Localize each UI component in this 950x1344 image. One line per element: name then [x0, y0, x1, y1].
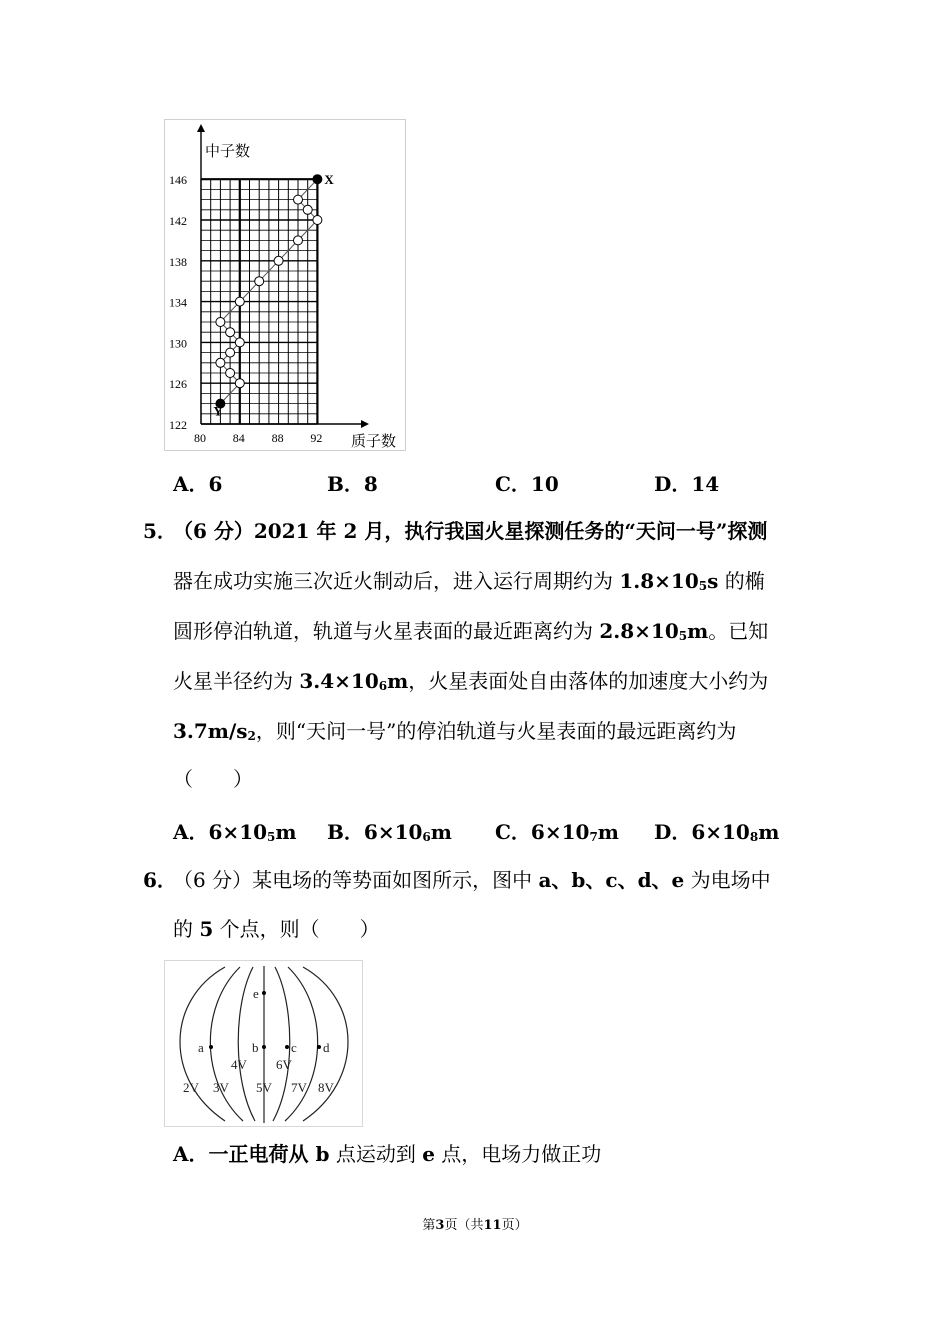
- q5-line-2: [173, 567, 765, 598]
- q5-period-unit: s: [707, 569, 719, 593]
- label-6v: 6V: [276, 1057, 292, 1072]
- q6-option-a: [173, 1140, 601, 1168]
- nuclide-point: [313, 216, 322, 225]
- q6-line-1-c: 为电场中: [684, 868, 771, 892]
- q5-near-value: 2.8×10: [599, 619, 679, 643]
- x-axis-label: 质子数: [351, 432, 397, 450]
- q6-number: 6．: [143, 868, 177, 892]
- y-axis-arrow: [197, 124, 205, 132]
- q5-option-b-unit: m: [430, 820, 452, 844]
- q5-option-a-unit: m: [275, 820, 297, 844]
- q4-option-c: C．10: [495, 472, 559, 496]
- nuclide-point: [235, 338, 244, 347]
- q6-line-1-a: （6 分）某电场的等势面如图所示，图中: [173, 868, 539, 892]
- label-a: a: [198, 1040, 204, 1055]
- y-tick-label: 134: [169, 295, 187, 310]
- q5-option-d: [654, 816, 779, 845]
- nuclide-chart: [164, 119, 406, 451]
- label-c: c: [291, 1040, 297, 1055]
- q5-option-a-prefix: A．6×10: [173, 820, 268, 844]
- q5-radius-unit: m: [387, 669, 409, 693]
- q5-option-a-exp: 5: [267, 830, 276, 844]
- x-tick-label: 84: [232, 431, 245, 445]
- q4-option-a: A．6: [173, 472, 223, 496]
- q4-option-d: D．14: [654, 472, 720, 496]
- label-d: d: [323, 1040, 330, 1055]
- x-axis-arrow: [361, 420, 369, 428]
- y-tick-label: 130: [169, 336, 187, 351]
- q5-period-value: 1.8×10: [619, 569, 699, 593]
- nuclide-point: [303, 205, 312, 214]
- footer-pre: 第: [422, 1218, 436, 1233]
- q5-option-b-prefix: B．6×10: [327, 820, 423, 844]
- q6-option-a-mid: 点运动到: [329, 1142, 423, 1166]
- q5-option-d-unit: m: [758, 820, 780, 844]
- point-e-marker: [262, 991, 266, 995]
- equipotential-figure: [164, 960, 363, 1127]
- nuclide-point: [226, 369, 235, 378]
- q5-line-1-text: （6 分）2021 年 2 月，执行我国火星探测任务的“天问一号”探测: [173, 519, 768, 543]
- q5-period-exp: 5: [698, 579, 708, 593]
- label-2v: 2V: [183, 1080, 199, 1095]
- label-3v: 3V: [213, 1080, 229, 1095]
- q5-option-b: [327, 816, 452, 845]
- nuclide-point: [216, 318, 225, 327]
- point-d-marker: [317, 1045, 321, 1049]
- q5-line-3-text: 圆形停泊轨道，轨道与火星表面的最近距离约为: [173, 619, 600, 643]
- q5-option-b-exp: 6: [422, 830, 431, 844]
- q4-option-b: B．8: [327, 472, 378, 496]
- x-tick-label: 80: [194, 431, 206, 445]
- label-b: b: [252, 1040, 259, 1055]
- q5-answer-bracket: （ ）: [173, 767, 253, 791]
- y-axis-label: 中子数: [205, 142, 251, 160]
- label-e: e: [253, 986, 259, 1001]
- q5-line-4-tail: ，火星表面处自由落体的加速度大小约为: [408, 669, 769, 693]
- nuclide-point: [216, 358, 225, 367]
- equipotential-6v: [273, 967, 290, 1121]
- y-tick-label: 142: [169, 214, 187, 228]
- q5-line-2-text: 器在成功实施三次近火制动后，进入运行周期约为: [173, 569, 620, 593]
- nuclide-point: [235, 297, 244, 306]
- x-tick-label: 88: [271, 431, 284, 445]
- q6-point-count: 5: [199, 917, 214, 941]
- q6-line-1: [173, 866, 771, 894]
- footer-total: 11: [483, 1218, 502, 1233]
- q6-option-a-tail: 点，电场力做正功: [434, 1142, 602, 1166]
- q5-option-c-prefix: C．6×10: [495, 820, 590, 844]
- q5-radius-value: 3.4×10: [299, 669, 379, 693]
- q5-line-3-tail: 。已知: [708, 619, 769, 643]
- q5-line-4: [173, 667, 768, 698]
- equipotential-svg: [165, 961, 364, 1128]
- y-tick-label: 126: [169, 377, 187, 392]
- label-5v: 5V: [256, 1080, 272, 1095]
- q5-option-c: [495, 816, 619, 845]
- q5-option-a: [173, 816, 297, 845]
- footer-post: 页）: [501, 1218, 528, 1233]
- q5-option-c-unit: m: [597, 820, 619, 844]
- q5-option-d-exp: 8: [749, 830, 759, 844]
- q5-line-6: [173, 765, 253, 793]
- q6-option-a-point-b: b: [315, 1142, 330, 1166]
- nuclide-point: [226, 348, 235, 357]
- chart-svg: [165, 120, 407, 452]
- nuclide-point: [226, 328, 235, 337]
- point-b-marker: [262, 1045, 266, 1049]
- q5-line-2-tail: 的椭: [718, 569, 765, 593]
- q5-line-4-text: 火星半径约为: [173, 669, 300, 693]
- q5-line-5-tail: ，则“天问一号”的停泊轨道与火星表面的最远距离约为: [255, 719, 737, 743]
- page-footer: [0, 1214, 950, 1233]
- x-tick-label: 92: [310, 431, 323, 445]
- q5-option-c-exp: 7: [589, 830, 598, 844]
- q5-near-exp: 5: [678, 629, 688, 643]
- q6-line-2-a: 的: [173, 917, 200, 941]
- q5-option-d-prefix: D．6×10: [654, 820, 750, 844]
- label-4v: 4V: [231, 1057, 247, 1072]
- q6-line-2-c: 个点，则（ ）: [213, 917, 380, 941]
- nuclide-point: [294, 195, 303, 204]
- q5-near-unit: m: [687, 619, 709, 643]
- q6-points-list: a、b、c、d、e: [538, 868, 685, 892]
- q5-line-5: [173, 717, 736, 748]
- q5-line-3: [173, 617, 768, 648]
- q5-number: 5．: [143, 519, 177, 543]
- nuclide-point: [274, 256, 283, 265]
- q5-radius-exp: 6: [378, 679, 388, 693]
- q6-option-a-prefix: A．一正电荷从: [173, 1142, 316, 1166]
- y-tick-label: 146: [169, 173, 187, 188]
- q6-option-a-point-e: e: [422, 1142, 435, 1166]
- point-a-marker: [209, 1045, 213, 1049]
- label-7v: 7V: [291, 1080, 307, 1095]
- point-c-marker: [285, 1045, 289, 1049]
- nuclide-point: [235, 379, 244, 388]
- point-label: Y: [213, 403, 223, 419]
- q5-accel-value: 3.7m/s: [173, 719, 248, 743]
- footer-mid: 页（共: [444, 1218, 484, 1233]
- point-label: X: [324, 172, 334, 188]
- nuclide-point: [294, 236, 303, 245]
- footer-page: 3: [435, 1218, 445, 1233]
- nuclide-point: [255, 277, 264, 286]
- y-tick-label: 122: [169, 418, 187, 432]
- q5-accel-exp: 2: [247, 729, 256, 743]
- q5-line-1: [173, 517, 767, 545]
- q6-line-2: [173, 915, 380, 943]
- label-8v: 8V: [318, 1080, 334, 1095]
- nuclide-point-filled: [313, 175, 322, 184]
- y-tick-label: 138: [169, 254, 187, 269]
